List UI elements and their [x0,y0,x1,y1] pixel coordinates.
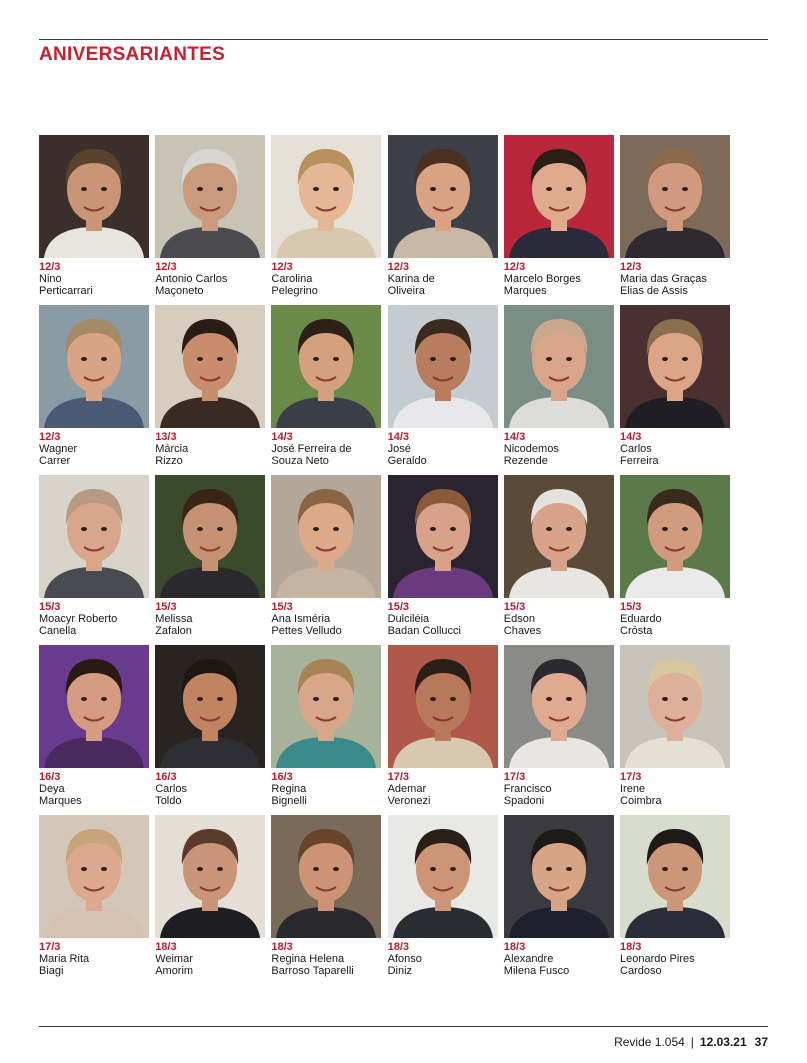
portrait-photo [155,645,265,768]
person-name-line2: Badan Collucci [387,625,461,637]
birthday-date: 18/3 [620,941,642,953]
person-name-line1: Maria das Graças [620,273,707,285]
portrait-photo [271,135,381,258]
portrait-photo [504,305,614,428]
portrait-photo [388,815,498,938]
person-name-line2: Pelegrino [271,285,318,297]
birthday-card [271,815,381,977]
birthday-card [155,645,265,807]
person-name-line1: Eduardo [620,613,662,625]
birthday-date: 12/3 [39,261,61,273]
person-name-line2: Cardoso [620,965,662,977]
birthday-date: 18/3 [503,941,526,953]
person-name-line1: Carolina [271,273,313,285]
grid-row [39,305,731,475]
birthday-card [271,645,381,807]
person-name-line2: Diniz [387,965,413,977]
birthday-date: 12/3 [503,261,526,273]
birthday-card [620,475,730,637]
birthday-date: 12/3 [620,261,642,273]
person-name-line1: Karina de [387,273,435,285]
person-name-line1: Carlos [155,783,187,795]
birthday-date: 15/3 [39,601,61,613]
birthday-date: 16/3 [155,771,177,783]
person-name-line2: Toldo [155,795,182,807]
birthday-card [504,475,614,637]
person-name-line1: Weimar [155,953,193,965]
birthday-date: 14/3 [271,431,293,443]
person-name-line2: Chaves [503,625,542,637]
grid-row [39,475,731,645]
birthday-card [620,135,730,297]
portrait-photo [620,645,730,768]
birthday-card [388,815,498,977]
person-name-line2: Oliveira [387,285,425,297]
birthday-card [155,815,265,977]
portrait-photo [271,815,381,938]
birthday-card [155,135,265,297]
portrait-photo [504,645,614,768]
birthday-date: 15/3 [271,601,293,613]
birthday-date: 17/3 [620,771,642,783]
birthday-card [271,135,381,297]
birthday-card [39,475,149,637]
portrait-photo [39,305,149,428]
person-name-line1: Irene [620,783,646,795]
footer-separator: | [690,1035,694,1049]
birthday-date: 17/3 [503,771,526,783]
person-name-line1: Wagner [39,443,78,455]
birthday-grid [39,135,731,985]
birthday-date: 12/3 [155,261,177,273]
birthday-date: 18/3 [155,941,177,953]
portrait-photo [388,135,498,258]
person-name-line2: Rizzo [155,455,183,467]
person-name-line1: Marcelo Borges [503,273,581,285]
person-name-line2: Marques [503,285,547,297]
person-name-line2: Geraldo [387,455,427,467]
birthday-card [155,305,265,467]
person-name-line1: Leonardo Pires [620,953,695,965]
birthday-date: 18/3 [271,941,293,953]
portrait-photo [388,475,498,598]
person-name-line2: Marques [39,795,82,807]
person-name-line2: Biagi [39,965,64,977]
birthday-date: 14/3 [387,431,410,443]
person-name-line1: José [387,443,411,455]
person-name-line2: Souza Neto [271,455,329,467]
top-rule [39,39,768,40]
birthday-card [504,305,614,467]
birthday-card [39,305,149,467]
portrait-photo [388,645,498,768]
portrait-photo [504,475,614,598]
birthday-date: 12/3 [387,261,410,273]
birthday-card [271,475,381,637]
person-name-line2: Veronezi [387,795,431,807]
portrait-photo [155,475,265,598]
portrait-photo [620,475,730,598]
portrait-photo [271,475,381,598]
birthday-card [39,135,149,297]
portrait-photo [620,135,730,258]
person-name-line1: Alexandre [503,953,554,965]
person-name-line2: Elias de Assis [620,285,688,297]
person-name-line2: Ferreira [620,455,659,467]
person-name-line1: Deya [39,783,65,795]
birthday-date: 16/3 [271,771,293,783]
portrait-photo [620,815,730,938]
person-name-line2: Pettes Velludo [271,625,342,637]
birthday-card [39,815,149,977]
portrait-photo [39,645,149,768]
person-name-line1: Edson [503,613,535,625]
portrait-photo [155,135,265,258]
person-name-line2: Coimbra [620,795,662,807]
person-name-line2: Zafalon [155,625,192,637]
person-name-line2: Bignelli [271,795,307,807]
person-name-line1: Regina [271,783,307,795]
person-name-line2: Milena Fusco [503,965,570,977]
birthday-card [388,135,498,297]
issue-date: 12.03.21 [699,1035,747,1049]
birthday-date: 12/3 [39,431,61,443]
person-name-line1: Dulciléia [387,613,430,625]
grid-row [39,645,731,815]
portrait-photo [271,305,381,428]
portrait-photo [388,305,498,428]
person-name-line2: Carrer [39,455,71,467]
person-name-line2: Barroso Taparelli [271,965,354,977]
person-name-line1: Ademar [387,783,427,795]
person-name-line2: Canella [39,625,77,637]
birthday-card [620,815,730,977]
person-name-line2: Crósta [620,625,653,637]
birthday-card [620,305,730,467]
birthday-date: 15/3 [620,601,642,613]
birthday-card [388,645,498,807]
portrait-photo [39,475,149,598]
birthday-card [504,815,614,977]
birthday-date: 18/3 [387,941,410,953]
person-name-line1: Nino [39,273,62,285]
person-name-line1: Nicodemos [503,443,559,455]
person-name-line1: Carlos [620,443,652,455]
person-name-line1: Regina Helena [271,953,345,965]
page-number: 37 [754,1035,768,1049]
person-name-line2: Spadoni [503,795,545,807]
birthday-date: 12/3 [271,261,293,273]
birthday-date: 14/3 [503,431,526,443]
birthday-card [504,645,614,807]
person-name-line1: Antonio Carlos [155,273,228,285]
person-name-line1: Francisco [503,783,552,795]
birthday-card [39,645,149,807]
birthday-date: 17/3 [387,771,410,783]
birthday-card [620,645,730,807]
portrait-photo [504,815,614,938]
portrait-photo [271,645,381,768]
birthday-card [504,135,614,297]
birthday-card [388,475,498,637]
birthday-date: 16/3 [39,771,61,783]
portrait-photo [155,305,265,428]
birthday-card [388,305,498,467]
birthday-date: 15/3 [503,601,526,613]
person-name-line2: Perticarrari [39,285,93,297]
birthday-date: 15/3 [387,601,410,613]
bottom-rule [39,1026,768,1027]
birthday-card [271,305,381,467]
birthday-card [155,475,265,637]
page-footer [614,1035,768,1049]
grid-row [39,135,731,305]
birthday-date: 15/3 [155,601,177,613]
portrait-photo [504,135,614,258]
person-name-line1: Márcia [155,443,189,455]
birthday-date: 17/3 [39,941,61,953]
person-name-line1: Afonso [387,953,422,965]
person-name-line1: Ana Isméria [271,613,331,625]
person-name-line2: Rezende [503,455,548,467]
portrait-photo [620,305,730,428]
publication-name: Revide 1.054 [614,1035,685,1049]
portrait-photo [39,815,149,938]
portrait-photo [39,135,149,258]
grid-row [39,815,731,985]
birthday-date: 14/3 [620,431,642,443]
person-name-line1: Moacyr Roberto [39,613,118,625]
person-name-line2: Amorim [155,965,194,977]
person-name-line1: Maria Rita [39,953,90,965]
person-name-line1: Melissa [155,613,193,625]
page-title: ANIVERSARIANTES [39,44,226,65]
person-name-line1: José Ferreira de [271,443,352,455]
birthday-date: 13/3 [155,431,177,443]
portrait-photo [155,815,265,938]
person-name-line2: Maçoneto [155,285,204,297]
